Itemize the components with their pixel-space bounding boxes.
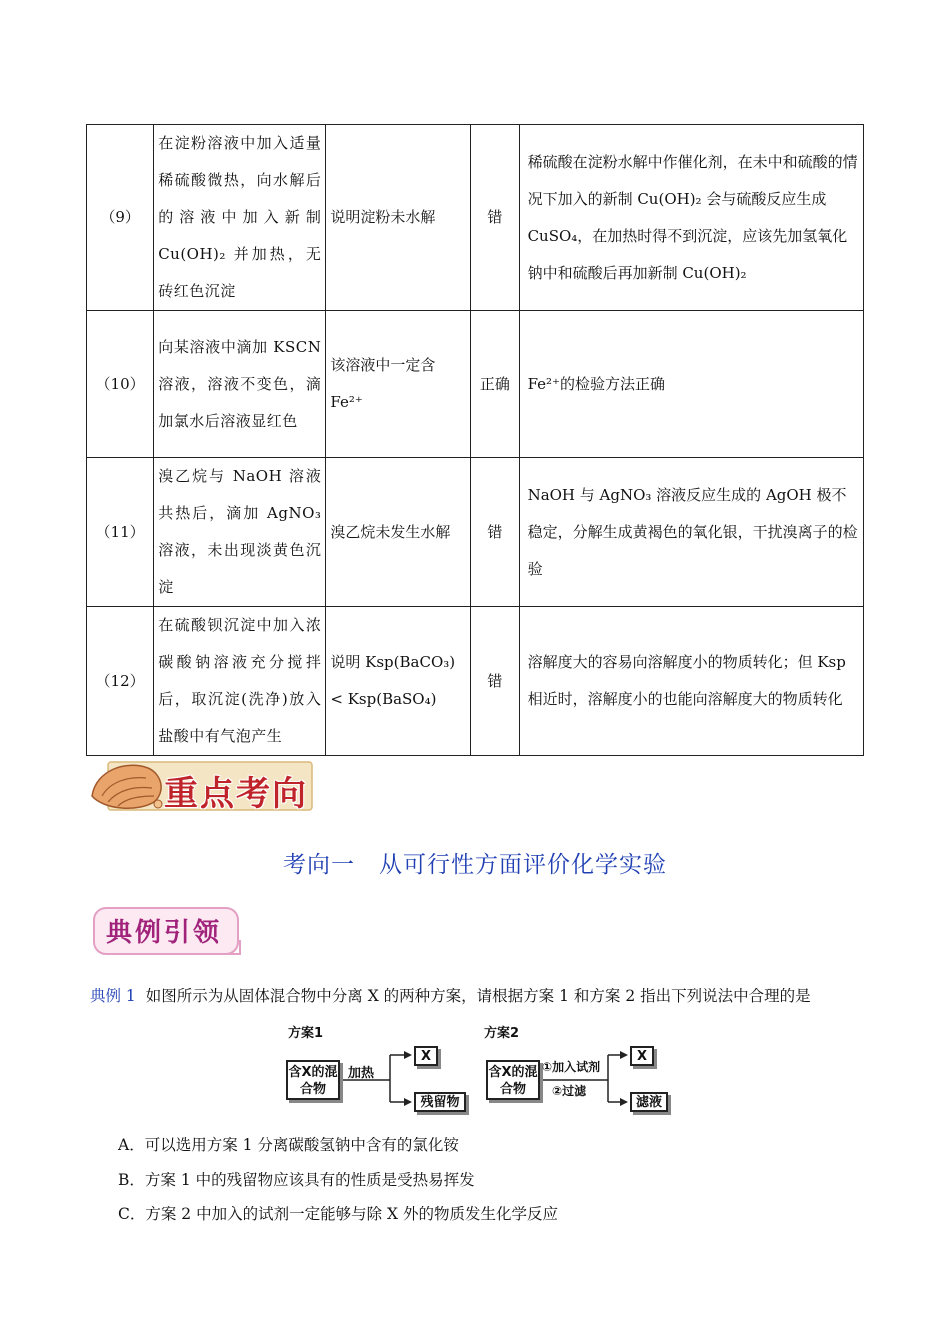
- scheme-2-source-box: 含X的混合物: [486, 1060, 540, 1100]
- scheme-1-output-residue: 残留物: [414, 1092, 466, 1112]
- scheme-2-output-x: X: [630, 1046, 654, 1066]
- banner-title: 重点考向: [164, 774, 308, 814]
- scheme-1-diagram: [282, 1020, 482, 1120]
- conclusion-cell: 溴乙烷未发生水解: [326, 458, 471, 607]
- option-c[interactable]: C．方案 2 中加入的试剂一定能够与除 X 外的物质发生化学反应: [118, 1205, 558, 1223]
- judgement-cell: 错: [471, 607, 519, 756]
- row-number: （9）: [87, 125, 154, 311]
- operation-cell: 在硫酸钡沉淀中加入浓碳酸钠溶液充分搅拌后，取沉淀(洗净)放入盐酸中有气泡产生: [154, 607, 326, 756]
- section-title: 考向一 从可行性方面评价化学实验: [283, 852, 667, 878]
- key-direction-banner: [88, 756, 314, 814]
- explanation-cell: 稀硫酸在淀粉水解中作催化剂，在未中和硫酸的情况下加入的新制 Cu(OH)₂ 会与硫酸反应生成 CuSO₄，在加热时得不到沉淀，应该先加氢氧化钠中和硫酸后再加新制 Cu(OH)₂: [519, 125, 863, 311]
- table-row: [87, 607, 864, 756]
- example-badge: [92, 904, 244, 958]
- shell-icon: [92, 765, 162, 808]
- operation-cell: 溴乙烷与 NaOH 溶液共热后，滴加 AgNO₃ 溶液，未出现淡黄色沉淀: [154, 458, 326, 607]
- judgement-cell: 错: [471, 458, 519, 607]
- row-number: （11）: [87, 458, 154, 607]
- explanation-cell: NaOH 与 AgNO₃ 溶液反应生成的 AgOH 极不稳定，分解生成黄褐色的氧化银，干扰溴离子的检验: [519, 458, 863, 607]
- scheme-2-diagram: [482, 1020, 682, 1120]
- row-number: （12）: [87, 607, 154, 756]
- conclusion-cell: 该溶液中一定含 Fe²⁺: [326, 311, 471, 458]
- scheme-1-output-x: X: [414, 1046, 438, 1066]
- table-row: [87, 311, 864, 458]
- scheme-1-source-box: 含X的混合物: [286, 1060, 340, 1100]
- conclusion-cell: 说明淀粉未水解: [326, 125, 471, 311]
- row-number: （10）: [87, 311, 154, 458]
- explanation-cell: 溶解度大的容易向溶解度小的物质转化；但 Ksp 相近时，溶解度小的也能向溶解度大的物质转化: [519, 607, 863, 756]
- conclusion-cell: 说明 Ksp(BaCO₃)< Ksp(BaSO₄): [326, 607, 471, 756]
- table-row: [87, 458, 864, 607]
- scheme-2-output-filtrate: 滤液: [630, 1092, 668, 1112]
- example-question: [90, 985, 811, 1007]
- table-row: [87, 125, 864, 311]
- option-b[interactable]: B．方案 1 中的残留物应该具有的性质是受热易挥发: [118, 1170, 475, 1189]
- judgement-cell: 正确: [471, 311, 519, 458]
- explanation-cell: Fe²⁺的检验方法正确: [519, 311, 863, 458]
- operation-cell: 向某溶液中滴加 KSCN 溶液，溶液不变色，滴加氯水后溶液显红色: [154, 311, 326, 458]
- experiment-evaluation-table: [86, 124, 864, 756]
- question-tag: 典例 1: [90, 987, 136, 1005]
- scheme-2-step-1-label: ①加入试剂: [542, 1060, 601, 1074]
- scheme-2-step-2-label: ②过滤: [552, 1084, 587, 1098]
- scheme-1-title: 方案1: [288, 1026, 324, 1041]
- option-a[interactable]: A．可以选用方案 1 分离碳酸氢钠中含有的氯化铵: [118, 1136, 459, 1154]
- scheme-1-heat-label: 加热: [348, 1066, 375, 1081]
- question-text: 如图所示为从固体混合物中分离 X 的两种方案，请根据方案 1 和方案 2 指出下列说法中合理的是: [145, 987, 811, 1005]
- operation-cell: 在淀粉溶液中加入适量稀硫酸微热，向水解后的溶液中加入新制 Cu(OH)₂ 并加热，无砖红色沉淀: [154, 125, 326, 311]
- badge-label: 典例引领: [106, 918, 223, 948]
- answer-options: [118, 1128, 558, 1232]
- scheme-2-title: 方案2: [484, 1026, 520, 1041]
- judgement-cell: 错: [471, 125, 519, 311]
